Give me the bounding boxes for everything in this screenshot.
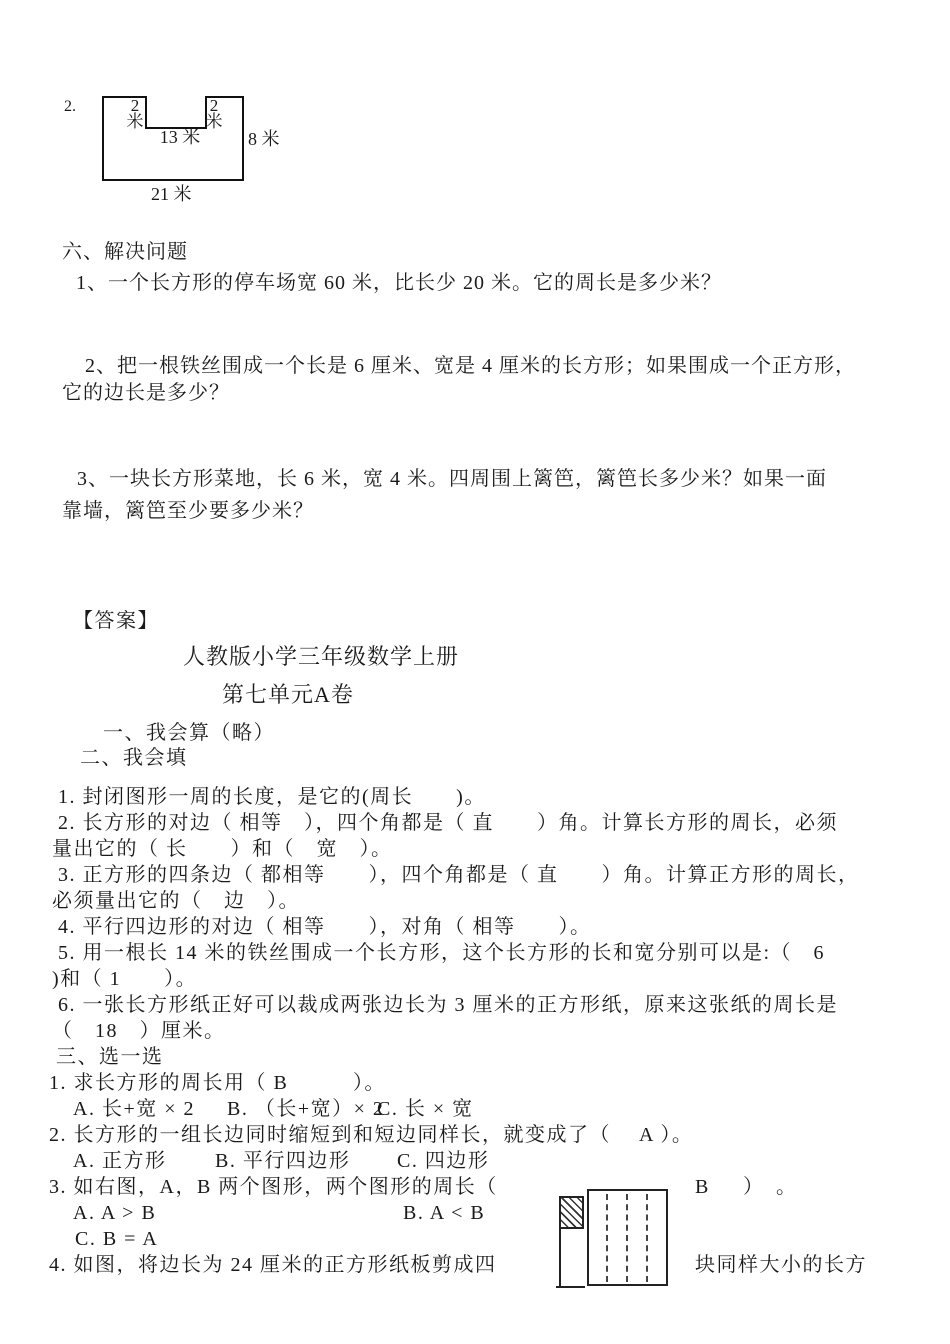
figure-right-depth-label <box>203 98 225 130</box>
answers-title: 人教版小学三年级数学上册 <box>183 644 460 669</box>
dashed-divider-2 <box>626 1194 628 1282</box>
choose-q3-option-b: B. A < B <box>403 1202 486 1224</box>
answers-subtitle: 第七单元A卷 <box>222 682 354 707</box>
solve-q2-line2: 它的边长是多少？ <box>62 382 230 404</box>
answers-section-two-heading: 二、我会填 <box>80 747 188 769</box>
right-depth-unit: 米 <box>205 112 223 131</box>
rectangle-notch <box>145 96 207 129</box>
fill-line-5: 5. 用一根长 14 米的铁丝围成一个长方形，这个长方形的长和宽分别可以是:（ 6 <box>58 942 826 964</box>
left-depth-number: 2 <box>130 96 140 115</box>
solve-q2-line1: 2、把一根铁丝围成一个长是 6 厘米、宽是 4 厘米的长方形；如果围成一个正方形， <box>85 355 856 377</box>
fill-line-6b: （ 18 ）厘米。 <box>52 1020 226 1042</box>
choose-q1-option-a: A. 长+宽 × 2 <box>73 1098 196 1120</box>
choose-q3-close-paren: ） 。 <box>743 1176 798 1198</box>
hatched-strip-square <box>559 1196 584 1229</box>
solve-section-heading: 六、解决问题 <box>62 241 188 263</box>
choose-q1-option-c: C. 长 × 宽 <box>377 1098 474 1120</box>
dashed-divider-3 <box>646 1194 648 1282</box>
solve-q3-line1: 3、一块长方形菜地，长 6 米，宽 4 米。四周围上篱笆，篱笆长多少米？如果一面 <box>77 468 827 490</box>
fill-line-2b: 量出它的（ 长 ）和（ 宽 ）。 <box>52 838 393 860</box>
answers-section-three-heading: 三、选一选 <box>56 1046 164 1068</box>
choose-q3-answer: B <box>695 1176 710 1198</box>
fill-line-3b: 必须量出它的（ 边 ）。 <box>52 890 300 912</box>
figure-item-number: 2. <box>64 98 76 115</box>
choose-q2-option-a: A. 正方形 <box>73 1150 167 1172</box>
answers-section-one-heading: 一、我会算（略） <box>103 722 275 744</box>
choose-q4-stem-right: 块同样大小的长方 <box>695 1254 867 1276</box>
strip-bottom-edge <box>556 1286 585 1288</box>
figure-notch-width-label: 13 米 <box>159 127 201 147</box>
choose-q1-option-b: B. （长+宽）× 2 <box>227 1098 385 1120</box>
fill-line-1: 1. 封闭图形一周的长度，是它的(周长 )。 <box>58 786 486 808</box>
choose-q1: 1. 求长方形的周长用（ B ）。 <box>49 1072 386 1094</box>
choose-q2-option-b: B. 平行四边形 <box>215 1150 351 1172</box>
fill-line-3: 3. 正方形的四条边（ 都相等 ），四个角都是（ 直 ）角。计算正方形的周长， <box>58 864 860 886</box>
solve-q1: 1、一个长方形的停车场宽 60 米，比长少 20 米。它的周长是多少米？ <box>76 272 722 294</box>
left-depth-unit: 米 <box>126 112 144 131</box>
dashed-divider-1 <box>606 1194 608 1282</box>
figure-side-height-label: 8 米 <box>248 129 280 149</box>
answers-label: 【答案】 <box>73 610 159 632</box>
fill-line-6: 6. 一张长方形纸正好可以裁成两张边长为 3 厘米的正方形纸，原来这张纸的周长是 <box>58 994 838 1016</box>
fill-line-5b: )和（ 1 ）。 <box>52 968 198 990</box>
solve-q3-line2: 靠墙，篱笆至少要多少米？ <box>62 500 314 522</box>
choose-q3-stem: 3. 如右图，A，B 两个图形，两个图形的周长（ <box>49 1176 498 1198</box>
choose-q3-option-a: A. A > B <box>73 1202 157 1224</box>
fill-line-2: 2. 长方形的对边（ 相等 ），四个角都是（ 直 ）角。计算长方形的周长，必须 <box>58 812 838 834</box>
choose-q2: 2. 长方形的一组长边同时缩短到和短边同样长，就变成了（ A ）。 <box>49 1124 694 1146</box>
choose-q2-option-c: C. 四边形 <box>397 1150 490 1172</box>
fill-line-4: 4. 平行四边形的对边（ 相等 ），对角（ 相等 ）。 <box>58 916 592 938</box>
figure-left-depth-label <box>124 98 146 130</box>
choose-q4-stem-left: 4. 如图，将边长为 24 厘米的正方形纸板剪成四 <box>49 1254 497 1276</box>
right-depth-number: 2 <box>209 96 219 115</box>
figure-base-width-label: 21 米 <box>151 184 192 204</box>
choose-q3-option-c: C. B = A <box>75 1228 159 1250</box>
